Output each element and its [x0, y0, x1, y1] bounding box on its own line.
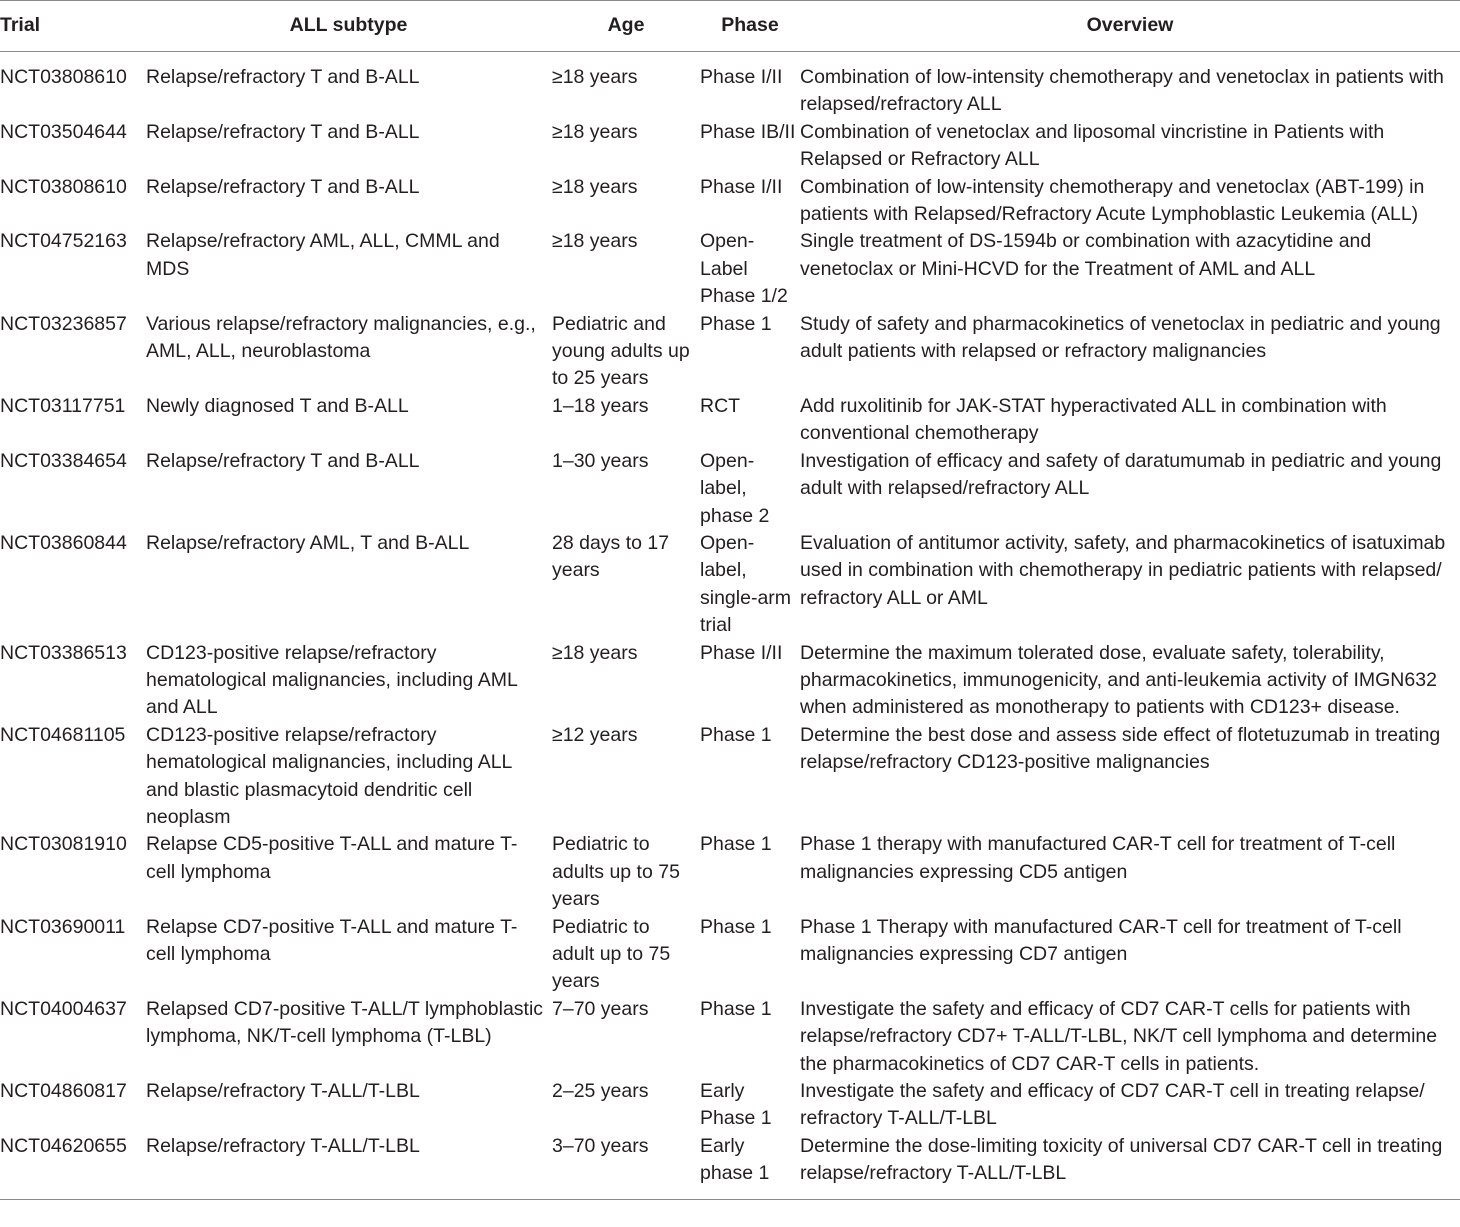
cell-phase: Phase 1: [700, 833, 772, 856]
header-phase: Phase: [721, 14, 779, 37]
cell-age: Pediatric to adults up to 75 years: [552, 833, 680, 911]
cell-overview: Combination of low-intensity chemotherapy and venetoclax in patients with relapsed/refractory ALL: [800, 66, 1444, 116]
cell-overview: Determine the dose-limiting toxicity of universal CD7 CAR-T cell in treating relapse/refractory T-ALL/T-LBL: [800, 1134, 1443, 1185]
cell-phase: Phase IB/II: [700, 120, 796, 143]
cell-age: 1–18 years: [552, 394, 649, 417]
cell-trial: NCT03808610: [0, 66, 127, 88]
cell-overview: Investigate the safety and efficacy of CD7 CAR-T cell in treating relapse/ refractory T-ALL/T-LBL: [800, 1080, 1425, 1130]
table-row: [0, 1133, 1460, 1199]
cell-phase: Open-label, phase 2: [700, 449, 770, 527]
cell-trial: NCT03860844: [0, 531, 127, 554]
header-age: Age: [607, 14, 645, 37]
cell-phase: Phase 1: [700, 312, 772, 335]
cell-age: ≥18 years: [552, 230, 638, 253]
cell-age: ≥18 years: [552, 175, 638, 198]
cell-overview: Phase 1 therapy with manufactured CAR-T cell for treatment of T-cell malignancies expressing CD5 antigen: [800, 833, 1396, 883]
cell-subtype: CD123-positive relapse/refractory hematological malignancies, including AML and ALL: [146, 641, 518, 719]
cell-overview: Evaluation of antitumor activity, safety, and pharmacokinetics of isatuximab used in combination with chemotherapy in pediatric patients with relapsed/ refractory ALL or AML: [800, 531, 1446, 609]
cell-subtype: Relapse/refractory T and B-ALL: [146, 175, 420, 198]
cell-overview: Add ruxolitinib for JAK-STAT hyperactivated ALL in combination with conventional chemotherapy: [800, 394, 1387, 445]
cell-subtype: Relapse CD5-positive T-ALL and mature T-cell lymphoma: [146, 833, 518, 883]
table-row: [0, 640, 1460, 722]
cell-trial: NCT03386513: [0, 641, 127, 664]
cell-phase: RCT: [700, 394, 741, 417]
cell-subtype: Relapse/refractory T and B-ALL: [146, 66, 420, 88]
table-row: [0, 914, 1460, 996]
table-row: [0, 722, 1460, 832]
cell-trial: NCT04004637: [0, 997, 127, 1020]
table-header-row: [0, 1, 1460, 52]
cell-phase: Early phase 1: [700, 1134, 770, 1185]
cell-overview: Combination of venetoclax and liposomal vincristine in Patients with Relapsed or Refractory ALL: [800, 120, 1385, 171]
cell-subtype: Relapse/refractory T and B-ALL: [146, 120, 420, 143]
header-subtype: ALL subtype: [289, 14, 408, 37]
cell-trial: NCT03808610: [0, 175, 127, 198]
cell-subtype: Relapse CD7-positive T-ALL and mature T-cell lymphoma: [146, 915, 518, 965]
cell-trial: NCT04681105: [0, 723, 126, 746]
table-row: [0, 119, 1460, 174]
table-row: [0, 228, 1460, 310]
table-row: [0, 996, 1460, 1078]
cell-phase: Open-Label Phase 1/2: [700, 230, 788, 308]
table-row: [0, 311, 1460, 393]
table-row: [0, 393, 1460, 448]
cell-trial: NCT04620655: [0, 1134, 127, 1157]
table-row: [0, 530, 1460, 640]
cell-subtype: Relapse/refractory T-ALL/T-LBL: [146, 1134, 420, 1157]
cell-age: ≥18 years: [552, 641, 638, 664]
cell-age: Pediatric to adult up to 75 years: [552, 915, 671, 993]
cell-subtype: Various relapse/refractory malignancies, e.g., AML, ALL, neuroblastoma: [146, 312, 536, 363]
cell-phase: Phase 1: [700, 997, 772, 1020]
cell-phase: Phase I/II: [700, 175, 783, 198]
cell-trial: NCT03384654: [0, 449, 127, 472]
header-overview: Overview: [1086, 14, 1174, 37]
cell-overview: Determine the maximum tolerated dose, evaluate safety, tolerability, pharmacokinetics, immunogenicity, and anti-leukemia activity of IMGN632 when administered as monotherapy to patients with CD123+ disease.: [800, 641, 1437, 719]
cell-trial: NCT03236857: [0, 312, 127, 335]
cell-age: 1–30 years: [552, 449, 649, 472]
cell-subtype: Relapse/refractory T and B-ALL: [146, 449, 420, 472]
cell-overview: Determine the best dose and assess side effect of flotetuzumab in treating relapse/refractory CD123-positive malignancies: [800, 723, 1441, 774]
cell-subtype: Newly diagnosed T and B-ALL: [146, 394, 409, 417]
cell-age: 3–70 years: [552, 1134, 649, 1157]
cell-overview: Phase 1 Therapy with manufactured CAR-T cell for treatment of T-cell malignancies expressing CD7 antigen: [800, 915, 1402, 965]
cell-overview: Single treatment of DS-1594b or combination with azacytidine and venetoclax or Mini-HCVD for the Treatment of AML and ALL: [800, 230, 1372, 280]
table-row: [0, 448, 1460, 530]
cell-overview: Investigation of efficacy and safety of daratumumab in pediatric and young adult with relapsed/refractory ALL: [800, 449, 1442, 500]
table-row: [0, 831, 1460, 913]
cell-overview: Study of safety and pharmacokinetics of venetoclax in pediatric and young adult patients with relapsed or refractory malignancies: [800, 312, 1441, 363]
cell-subtype: Relapse/refractory T-ALL/T-LBL: [146, 1080, 420, 1103]
cell-age: 2–25 years: [552, 1080, 649, 1103]
cell-age: ≥18 years: [552, 120, 638, 143]
cell-age: Pediatric and young adults up to 25 years: [552, 312, 690, 390]
cell-age: ≥12 years: [552, 723, 638, 746]
table-row: [0, 174, 1460, 229]
cell-trial: NCT03117751: [0, 394, 126, 417]
cell-age: 28 days to 17 years: [552, 531, 670, 582]
cell-trial: NCT03690011: [0, 915, 126, 938]
cell-phase: Phase I/II: [700, 66, 783, 88]
cell-phase: Early Phase 1: [700, 1080, 772, 1130]
cell-trial: NCT03081910: [0, 833, 127, 856]
cell-trial: NCT04860817: [0, 1080, 127, 1103]
header-trial: Trial: [0, 14, 41, 37]
cell-phase: Phase I/II: [700, 641, 783, 664]
cell-overview: Combination of low-intensity chemotherapy and venetoclax (ABT-199) in patients with Relapsed/Refractory Acute Lymphoblastic Leukemia (ALL): [800, 175, 1425, 226]
cell-subtype: Relapsed CD7-positive T-ALL/T lymphoblastic lymphoma, NK/T-cell lymphoma (T-LBL): [146, 997, 544, 1048]
cell-subtype: Relapse/refractory AML, T and B-ALL: [146, 531, 470, 554]
table-row: [0, 1078, 1460, 1133]
cell-phase: Open-label, single-arm trial: [700, 531, 792, 637]
cell-age: 7–70 years: [552, 997, 649, 1020]
cell-subtype: CD123-positive relapse/refractory hematological malignancies, including ALL and blastic plasmacytoid dendritic cell neoplasm: [146, 723, 512, 828]
cell-trial: NCT03504644: [0, 120, 127, 143]
cell-phase: Phase 1: [700, 915, 772, 938]
cell-subtype: Relapse/refractory AML, ALL, CMML and MDS: [146, 230, 500, 280]
cell-age: ≥18 years: [552, 66, 638, 88]
cell-phase: Phase 1: [700, 723, 772, 746]
table-row: [0, 52, 1460, 119]
cell-overview: Investigate the safety and efficacy of CD7 CAR-T cells for patients with relapse/refractory CD7+ T-ALL/T-LBL, NK/T cell lymphoma and determine the pharmacokinetics of CD7 CAR-T cells in patients.: [800, 997, 1438, 1075]
cell-trial: NCT04752163: [0, 230, 127, 253]
